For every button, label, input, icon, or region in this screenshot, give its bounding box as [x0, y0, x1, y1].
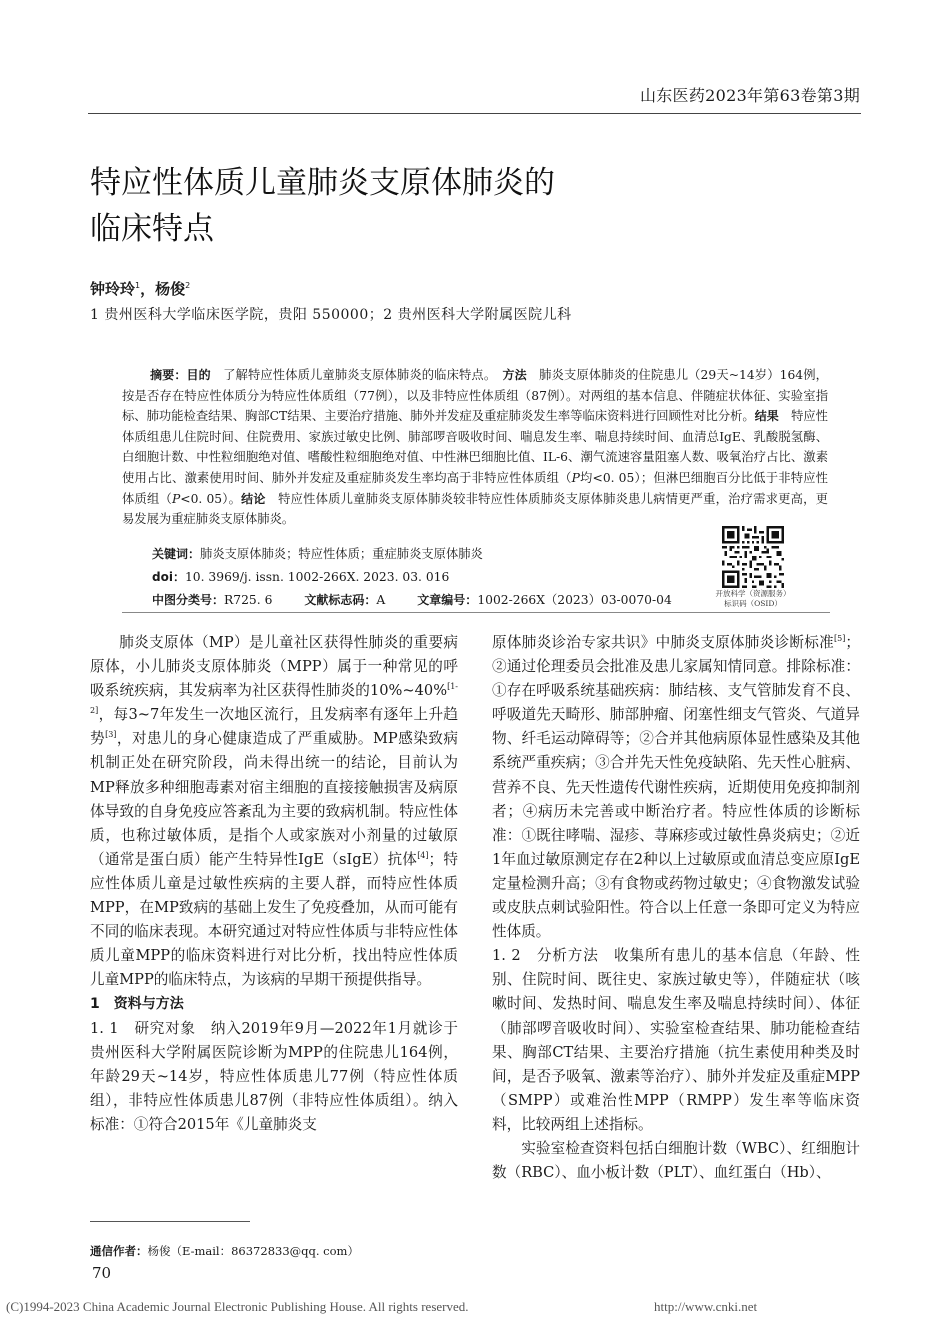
title-line-1: 特应性体质儿童肺炎支原体肺炎的 — [90, 165, 555, 201]
p-symbol: P — [571, 470, 580, 485]
objective-text: 了解特应性体质儿童肺炎支原体肺炎的临床特点。 — [223, 368, 491, 382]
citation-ref: [5] — [834, 634, 846, 644]
subsection-paragraph: 1. 2 分析方法 收集所有患儿的基本信息（年龄、性别、住院时间、既往史、家族过敏史等），伴随症状（咳嗽时间、发热时间、喘息发生率及喘息持续时间）、体征（肺部啰音吸收时间）、实验室检查结果、肺功能检查结果、胸部CT结果、主要治疗措施（抗生素使用种类及时间，是否予吸氧、激素等治疗）、肺外并发症及重症MPP（SMPP）或难治性MPP（RMPP）发生率等临床资料，比较两组上述指标。 — [492, 947, 860, 1133]
title-line-2: 临床特点 — [90, 211, 214, 247]
affiliation: 1 贵州医科大学临床医学院，贵阳 550000；2 贵州医科大学附属医院儿科 — [90, 307, 572, 323]
p-symbol: P — [172, 491, 181, 506]
authors — [90, 278, 190, 299]
author-separator: ， — [140, 280, 156, 298]
qr-caption-line: 标识码（OSID） — [724, 599, 782, 608]
clc-label: 中图分类号： — [152, 593, 225, 607]
footnote-label: 通信作者： — [90, 1244, 148, 1258]
citation-ref: [3] — [105, 730, 117, 740]
subsection-paragraph: 1. 1 研究对象 纳入2019年9月—2022年1月就诊于贵州医科大学附属医院诊断为MPP的住院患儿164例，年龄29天~14岁，特应性体质患儿77例（特应性体质组），非特应性体质患儿87例（非特应性体质组）。纳入标准：①符合2015年《儿童肺炎支 — [90, 1019, 458, 1133]
qr-caption-line: 开放科学（资源服务） — [715, 589, 791, 598]
intro-paragraph: 肺炎支原体（MP）是儿童社区获得性肺炎的重要病原体，小儿肺炎支原体肺炎（MPP）属于一种常见的呼吸系统疾病，其发病率为社区获得性肺炎的10%~40%[1-2]，每3~7年发生一次地区流行，且发病率有逐年上升趋势[3]，对患儿的身心健康造成了严重威胁。MP感染致病机制正处在研究阶段，尚未得出统一的结论，目前认为MP释放多种细胞毒素对宿主细胞的直接接触损害及病原体导致的自身免疫应答紊乱为主要的致病机制。特应性体质，也称过敏体质，是指个人或家族对小剂量的过敏原（通常是蛋白质）能产生特异性IgE（sIgE）抗体[4]；特应性体质儿童是过敏性疾病的主要人群，而特应性体质MPP，在MP致病的基础上发生了免疫叠加，从而可能有不同的临床表现。本研究通过对特应性体质与非特应性体质儿童MPP的临床资料进行对比分析，找出特应性体质儿童MPP的临床特点，为该病的早期干预提供指导。 — [90, 634, 458, 989]
author-name: 杨俊 — [155, 280, 186, 298]
footnote-rule — [90, 1221, 250, 1222]
results-text-c: <0. 05）。 — [180, 491, 242, 506]
classification — [152, 590, 672, 608]
keywords-label: 关键词： — [152, 547, 201, 561]
abstract — [122, 365, 828, 530]
results-label: 结果 — [754, 409, 779, 424]
clc-value: R725. 6 — [224, 593, 273, 607]
page-number: 70 — [92, 1264, 112, 1282]
journal-header: 山东医药2023年第63卷第3期 — [639, 86, 860, 105]
doi — [152, 568, 449, 585]
header-rule — [88, 113, 861, 114]
qr-caption — [700, 589, 806, 609]
article-number-value: 1002-266X（2023）03-0070-04 — [477, 593, 672, 607]
abstract-rule — [122, 612, 830, 613]
author-affiliation-mark: 1 — [135, 281, 141, 290]
citation-ref: [4] — [417, 850, 429, 860]
article-title — [90, 160, 790, 252]
citation-ref: [1-2] — [90, 682, 458, 716]
body-column-left — [90, 631, 458, 1137]
results-text-b: 均<0. 05）；但淋巴细胞百分比低于非特应性体质组（ — [122, 470, 828, 506]
article-number-label: 文章编号： — [417, 593, 478, 607]
section-heading: 1 资料与方法 — [90, 996, 184, 1013]
conclusion-text: 特应性体质儿童肺炎支原体肺炎较非特应性体质肺炎支原体肺炎患儿病情更严重，治疗需求更高，更易发展为重症肺炎支原体肺炎。 — [122, 491, 828, 527]
doi-text: 10. 3969/j. issn. 1002-266X. 2023. 03. 016 — [184, 570, 450, 584]
author-name: 钟玲玲 — [90, 280, 136, 298]
copyright-notice: (C)1994-2023 China Academic Journal Electronic Publishing House. All rights reserved. — [6, 1299, 469, 1314]
keywords-text: 肺炎支原体肺炎；特应性体质；重症肺炎支原体肺炎 — [200, 547, 483, 561]
abstract-label: 摘要： — [150, 368, 187, 382]
lab-paragraph: 实验室检查资料包括白细胞计数（WBC）、红细胞计数（RBC）、血小板计数（PLT）、血红蛋白（Hb）、 — [492, 1139, 860, 1182]
criteria-paragraph: 原体肺炎诊治专家共识》中肺炎支原体肺炎诊断标准[5]；②通过伦理委员会批准及患儿家属知情同意。排除标准：①存在呼吸系统基础疾病：肺结核、支气管肺发育不良、呼吸道先天畸形、肺部肿瘤、闭塞性细支气管炎、气道异物、纤毛运动障碍等；②合并其他病原体显性感染及其他系统严重疾病；③合并先天性免疫缺陷、先天性心脏病、营养不良、先天性遗传代谢性疾病，近期使用免疫抑制剂者；④病历未完善或中断治疗者。特应性体质的诊断标准：①既往哮喘、湿疹、荨麻疹或过敏性鼻炎病史；②近1年血过敏原测定存在2种以上过敏原或血清总变应原IgE定量检测升高；③有食物或药物过敏史；④食物激发试验或皮肤点刺试验阳性。符合以上任意一条即可定义为特应性体质。 — [492, 634, 860, 941]
body-column-right — [492, 631, 860, 1185]
methods-text: 肺炎支原体肺炎的住院患儿（29天~14岁）164例，按是否存在特应性体质分为特应性体质组（77例），以及非特应性体质组（87例）。对两组的基本信息、伴随症状体征、实验室指标、肺功能检查结果、胸部CT结果、主要治疗措施、肺外并发症及重症肺炎发生率等临床资料进行回顾性对比分析。 — [122, 368, 828, 424]
objective-label: 目的 — [186, 368, 211, 382]
keywords — [152, 544, 483, 562]
results-text-a: 特应性体质组患儿住院时间、住院费用、家族过敏史比例、肺部啰音吸收时间、喘息发生率、喘息持续时间、血清总IgE、乳酸脱氢酶、白细胞计数、中性粒细胞绝对值、嗜酸性粒细胞绝对值、中性淋巴细胞比值、IL-6、潮气流速容量阻塞人数、吸氧治疗占比、激素使用占比、激素使用时间、肺外并发症及重症肺炎发生率均高于非特应性体质组（ — [122, 409, 828, 485]
footnote-text: 杨俊（E-mail：86372833@qq. com） — [147, 1244, 359, 1258]
website-link[interactable]: http://www.cnki.net — [654, 1299, 758, 1314]
doi-label: doi： — [152, 570, 185, 584]
qr-code[interactable] — [722, 526, 784, 588]
author-affiliation-mark: 2 — [185, 281, 191, 290]
conclusion-label: 结论 — [241, 491, 266, 506]
doc-code-value: A — [376, 593, 386, 607]
methods-label: 方法 — [502, 368, 527, 382]
footnote — [90, 1243, 359, 1259]
doc-code-label: 文献标志码： — [304, 593, 377, 607]
